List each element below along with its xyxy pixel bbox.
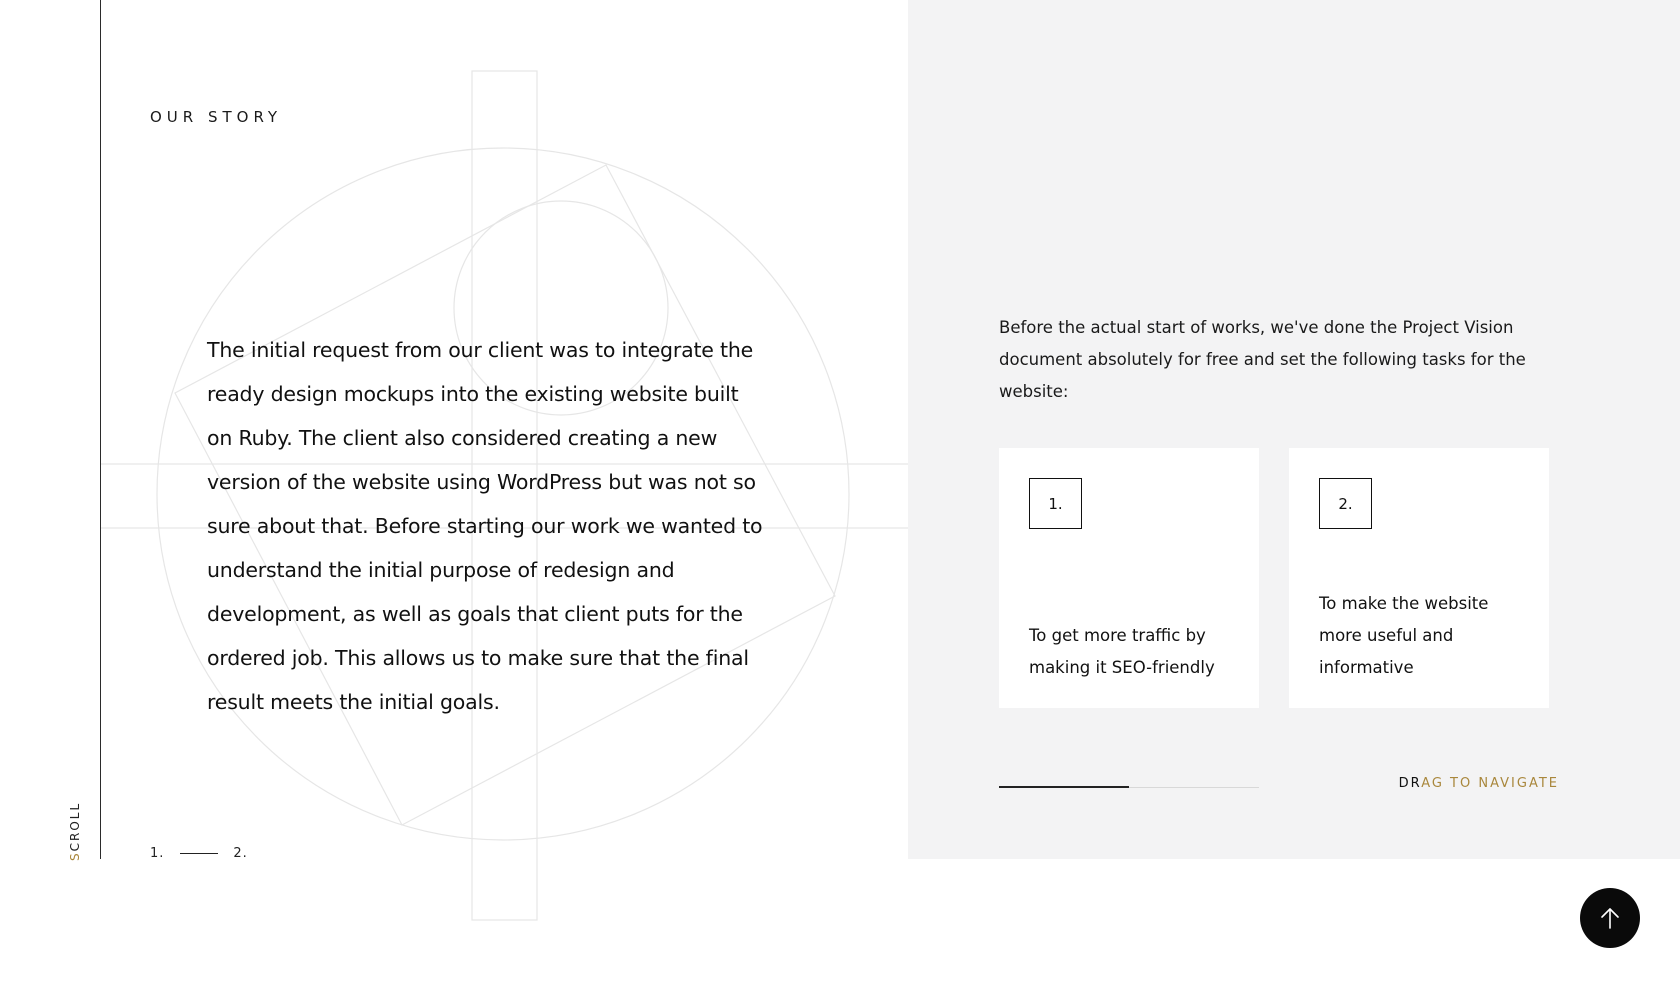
scroll-label-first: S xyxy=(68,851,82,861)
pager-current[interactable]: 1. xyxy=(150,845,165,861)
arrow-up-icon xyxy=(1599,906,1621,930)
task-card[interactable] xyxy=(1289,448,1549,708)
task-text: To make the website more useful and informative xyxy=(1319,594,1489,677)
carousel-progress-track[interactable] xyxy=(999,787,1259,788)
back-to-top-button[interactable] xyxy=(1580,888,1640,948)
task-number: 1. xyxy=(1029,478,1082,529)
task-number: 2. xyxy=(1319,478,1372,529)
left-divider-line xyxy=(100,0,101,859)
section-label: OUR STORY xyxy=(150,108,283,126)
task-card[interactable] xyxy=(999,448,1259,708)
scroll-indicator xyxy=(67,798,83,862)
story-panel xyxy=(0,0,908,859)
carousel-progress-fill xyxy=(999,786,1129,788)
vision-panel xyxy=(908,0,1680,859)
drag-to-navigate-label xyxy=(1399,776,1559,791)
drag-label-dark: DR xyxy=(1398,776,1422,791)
slide-pager xyxy=(150,844,248,862)
drag-label-accent: AG TO NAVIGATE xyxy=(1421,776,1559,791)
pager-next[interactable]: 2. xyxy=(233,845,248,861)
vision-intro: Before the actual start of works, we've done the Project Vision document absolutely for free and set the following tasks for the website: xyxy=(999,318,1526,401)
scroll-label-rest: CROLL xyxy=(68,801,82,852)
pager-divider xyxy=(180,853,218,854)
task-text: To get more traffic by making it SEO-friendly xyxy=(1029,626,1215,677)
story-paragraph: The initial request from our client was to integrate the ready design mockups into the existing website built on Ruby. The client also considered creating a new version of the website using WordPress but was not so sure about that. Before starting our work we wanted to understand the initial purpose of redesign and development, as well as goals that client puts for the ordered job. This allows us to make sure that the final result meets the initial goals. xyxy=(207,338,763,714)
